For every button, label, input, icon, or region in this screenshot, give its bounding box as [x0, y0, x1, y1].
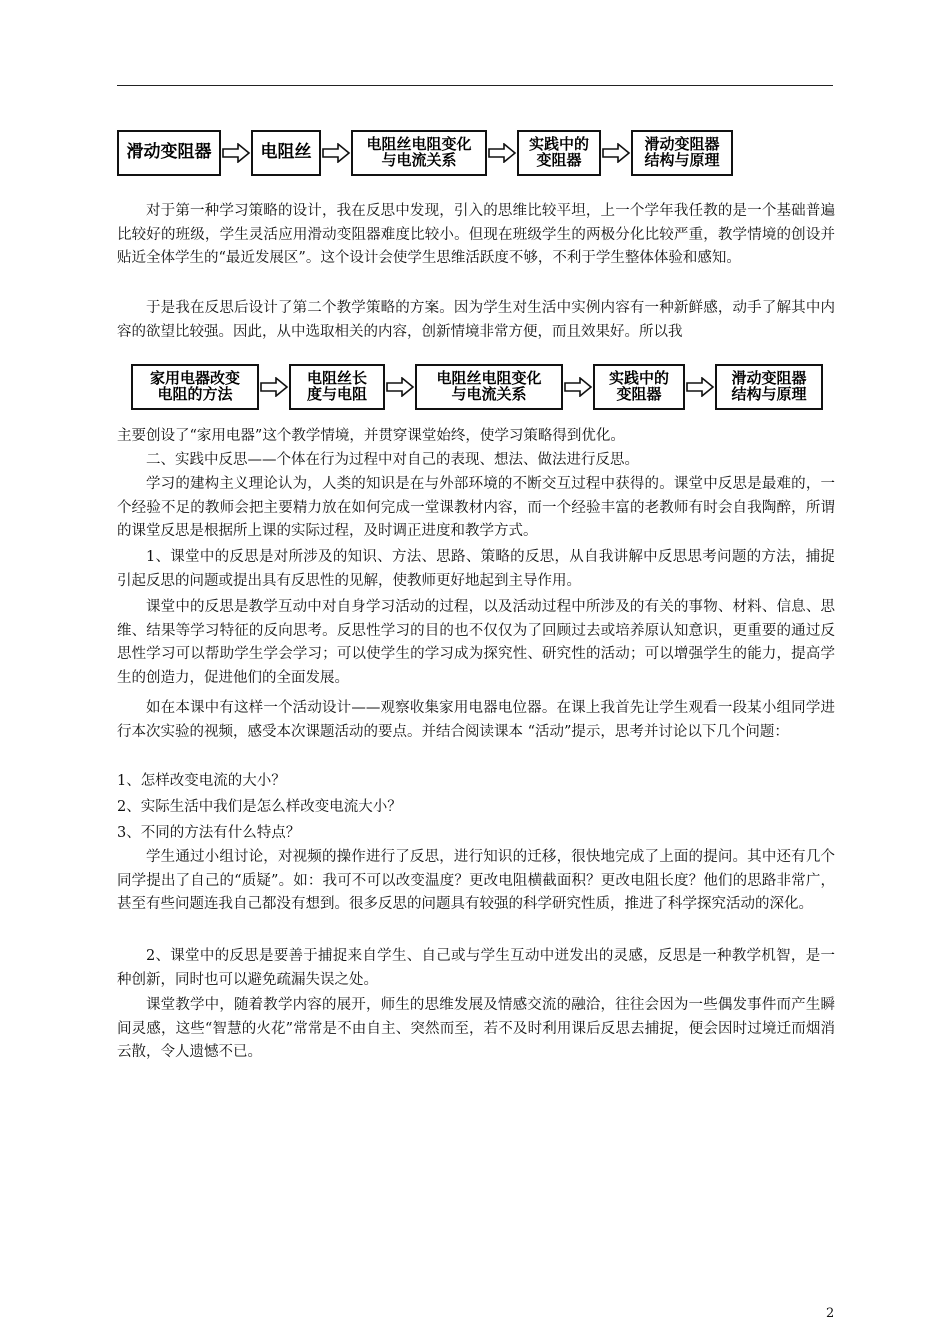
flow-diagram-1	[117, 130, 733, 176]
question-3: 3、不同的方法有什么特点？	[117, 825, 301, 841]
flow2-box-2: 电阻丝长 度与电阻	[289, 364, 385, 410]
flow2-box-5: 滑动变阻器 结构与原理	[715, 364, 823, 410]
flow2-box-1: 家用电器改变 电阻的方法	[131, 364, 259, 410]
arrow-right-icon	[385, 377, 415, 397]
paragraph-11: 课堂教学中，随着教学内容的展开，师生的思维发展及情感交流的融洽，往往会因为一些偶发事件而产生瞬间灵感，这些“智慧的火花”常常是不由自主、突然而至，若不及时利用课后反思去捕捉，便会因时过境迁而烟消云散，令人遗憾不已。	[117, 997, 835, 1060]
paragraph-2: 于是我在反思后设计了第二个教学策略的方案。因为学生对生活中实例内容有一种新鲜感，动手了解其中内容的欲望比较强。因此，从中选取相关的内容，创新情境非常方便，而且效果好。所以我	[117, 300, 835, 340]
flow2-box-3: 电阻丝电阻变化 与电流关系	[415, 364, 563, 410]
question-1: 1、怎样改变电流的大小？	[117, 773, 286, 789]
paragraph-7: 课堂中的反思是教学互动中对自身学习活动的过程，以及活动过程中所涉及的有关的事物、材料、信息、思维、结果等学习特征的反向思考。反思性学习的目的也不仅仅为了回顾过去或培养原认知意识，更重要的通过反思性学习可以帮助学生学会学习；可以使学生的学习成为探究性、研究性的活动；可以增强学生的能力，提高学生的创造力，促进他们的全面发展。	[117, 599, 835, 686]
flow1-box-2: 电阻丝	[251, 130, 321, 176]
flow1-box-4: 实践中的 变阻器	[517, 130, 601, 176]
flow1-box-1: 滑动变阻器	[117, 130, 221, 176]
page-number: 2	[826, 1306, 835, 1321]
arrow-right-icon	[487, 143, 517, 163]
flow2-box-4: 实践中的 变阻器	[593, 364, 685, 410]
arrow-right-icon	[321, 143, 351, 163]
header-rule	[117, 85, 833, 86]
paragraph-3: 主要创设了“家用电器”这个教学情境，并贯穿课堂始终，使学习策略得到优化。	[117, 428, 625, 444]
paragraph-9: 学生通过小组讨论，对视频的操作进行了反思，进行知识的迁移，很快地完成了上面的提问。其中还有几个同学提出了自己的“质疑”。如：我可不可以改变温度？更改电阻横截面积？更改电阻长度？他们的思路非常广，甚至有些问题连我自己都没有想到。很多反思的问题具有较强的科学研究性质，推进了科学探究活动的深化。	[117, 849, 835, 912]
paragraph-10: 2、课堂中的反思是要善于捕捉来自学生、自己或与学生互动中迸发出的灵感，反思是一种教学机智，是一种创新，同时也可以避免疏漏失误之处。	[117, 948, 835, 988]
flow1-box-3: 电阻丝电阻变化 与电流关系	[351, 130, 487, 176]
paragraph-6: 1、课堂中的反思是对所涉及的知识、方法、思路、策略的反思，从自我讲解中反思思考问题的方法，捕捉引起反思的问题或提出具有反思性的见解，使教师更好地起到主导作用。	[117, 549, 835, 589]
question-2: 2、实际生活中我们是怎么样改变电流大小？	[117, 799, 402, 815]
paragraph-5: 学习的建构主义理论认为，人类的知识是在与外部环境的不断交互过程中获得的。课堂中反思是最难的，一个经验不足的教师会把主要精力放在如何完成一堂课教材内容，而一个经验丰富的老教师有时会自我陶醉，所谓的课堂反思是根据所上课的实际过程，及时调正进度和教学方式。	[117, 476, 835, 539]
flow1-box-5: 滑动变阻器 结构与原理	[631, 130, 733, 176]
arrow-right-icon	[221, 143, 251, 163]
arrow-right-icon	[563, 377, 593, 397]
paragraph-8: 如在本课中有这样一个活动设计——观察收集家用电器电位器。在课上我首先让学生观看一段某小组同学进行本次实验的视频，感受本次课题活动的要点。并结合阅读课本 “活动”提示，思考并讨论以下几个问题：	[117, 700, 835, 740]
section-heading-2: 二、实践中反思——个体在行为过程中对自己的表现、想法、做法进行反思。	[146, 452, 639, 468]
flow-diagram-2	[131, 364, 823, 410]
arrow-right-icon	[685, 377, 715, 397]
paragraph-1: 对于第一种学习策略的设计，我在反思中发现，引入的思维比较平坦，上一个学年我任教的是一个基础普遍比较好的班级，学生灵活应用滑动变阻器难度比较小。但现在班级学生的两极分化比较严重，教学情境的创设并贴近全体学生的“最近发展区”。这个设计会使学生思维活跃度不够，不利于学生整体体验和感知。	[117, 203, 835, 266]
arrow-right-icon	[259, 377, 289, 397]
arrow-right-icon	[601, 143, 631, 163]
